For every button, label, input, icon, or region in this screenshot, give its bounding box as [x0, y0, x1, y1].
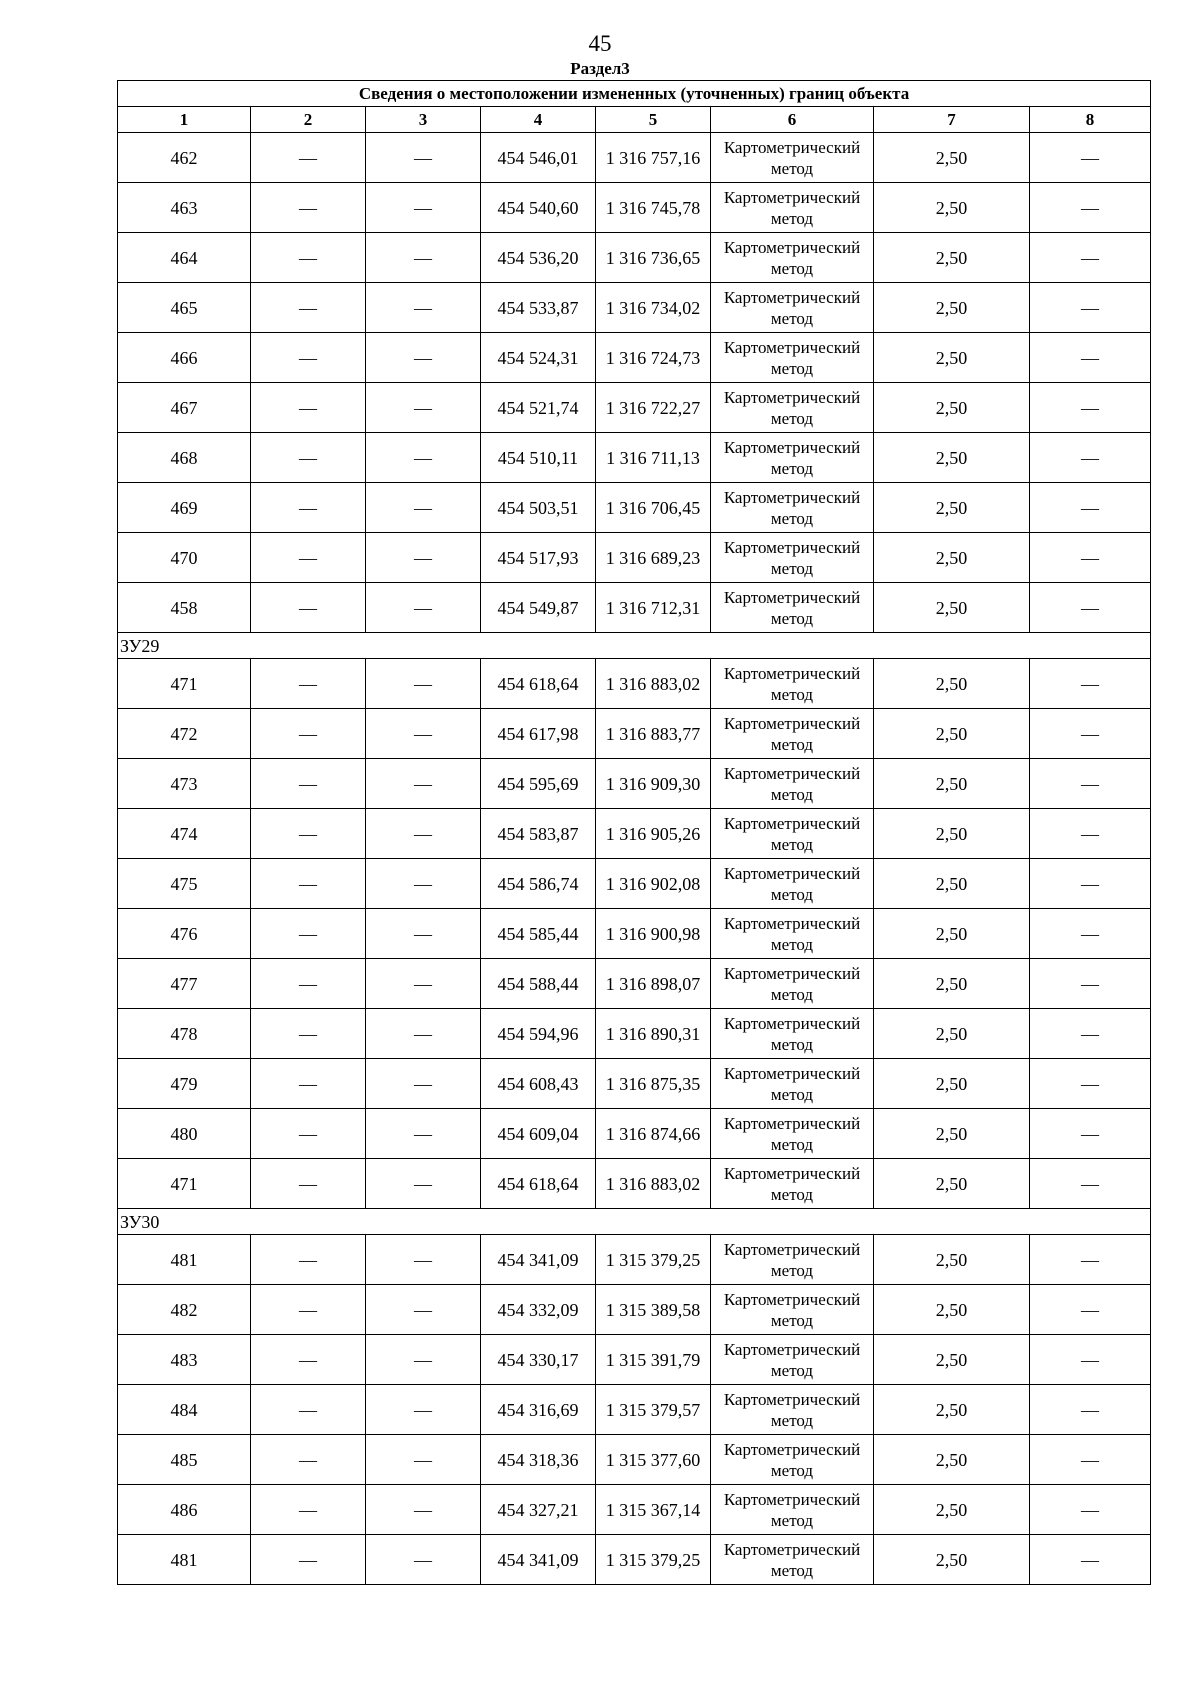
table-row	[118, 1235, 1151, 1285]
table-cell: —	[366, 533, 481, 583]
column-number: 1	[118, 107, 251, 133]
table-cell: Картометрический метод	[711, 759, 874, 809]
table-cell: 1 315 379,25	[596, 1535, 711, 1585]
table-cell: 481	[118, 1235, 251, 1285]
table-cell: —	[1030, 333, 1151, 383]
table-cell: 482	[118, 1285, 251, 1335]
table-cell: 469	[118, 483, 251, 533]
table-cell: Картометрический метод	[711, 1159, 874, 1209]
table-cell: —	[366, 709, 481, 759]
table-cell: —	[1030, 959, 1151, 1009]
table-cell: Картометрический метод	[711, 959, 874, 1009]
table-row	[118, 1009, 1151, 1059]
table-cell: 2,50	[874, 1235, 1030, 1285]
group-label: ЗУ30	[118, 1209, 1151, 1235]
table-cell: —	[251, 1109, 366, 1159]
table-cell: Картометрический метод	[711, 283, 874, 333]
table-cell: —	[251, 383, 366, 433]
table-row	[118, 233, 1151, 283]
table-cell: 454 618,64	[481, 659, 596, 709]
table-cell: —	[1030, 759, 1151, 809]
table-cell: 454 588,44	[481, 959, 596, 1009]
table-row	[118, 533, 1151, 583]
table-cell: 454 341,09	[481, 1535, 596, 1585]
table-cell: 2,50	[874, 859, 1030, 909]
table-cell: —	[251, 483, 366, 533]
table-row	[118, 859, 1151, 909]
table-cell: 454 316,69	[481, 1385, 596, 1435]
table-cell: 2,50	[874, 1285, 1030, 1335]
table-cell: 454 318,36	[481, 1435, 596, 1485]
table-cell: —	[366, 1109, 481, 1159]
group-row	[118, 633, 1151, 659]
table-cell: 2,50	[874, 959, 1030, 1009]
table-cell: —	[251, 433, 366, 483]
table-cell: —	[251, 809, 366, 859]
table-cell: —	[251, 1059, 366, 1109]
table-cell: —	[366, 183, 481, 233]
table-cell: —	[366, 859, 481, 909]
table-cell: —	[1030, 1159, 1151, 1209]
column-number: 7	[874, 107, 1030, 133]
table-cell: 465	[118, 283, 251, 333]
table-cell: —	[1030, 133, 1151, 183]
table-cell: —	[366, 483, 481, 533]
table-row	[118, 1109, 1151, 1159]
table-cell: 472	[118, 709, 251, 759]
table-row	[118, 959, 1151, 1009]
table-cell: —	[251, 1385, 366, 1435]
group-row	[118, 1209, 1151, 1235]
table-cell: 1 315 389,58	[596, 1285, 711, 1335]
table-cell: 454 524,31	[481, 333, 596, 383]
table-cell: —	[366, 1059, 481, 1109]
table-cell: 2,50	[874, 283, 1030, 333]
table-cell: Картометрический метод	[711, 533, 874, 583]
table-cell: —	[1030, 1385, 1151, 1435]
table-cell: 1 316 712,31	[596, 583, 711, 633]
table-cell: —	[366, 909, 481, 959]
table-cell: 484	[118, 1385, 251, 1435]
table-cell: 454 583,87	[481, 809, 596, 859]
table-cell: 2,50	[874, 1535, 1030, 1585]
table-row	[118, 1535, 1151, 1585]
column-number: 5	[596, 107, 711, 133]
table-cell: Картометрический метод	[711, 709, 874, 759]
table-cell: 454 585,44	[481, 909, 596, 959]
table-cell: 1 316 890,31	[596, 1009, 711, 1059]
table-cell: 1 315 377,60	[596, 1435, 711, 1485]
table-cell: 2,50	[874, 1109, 1030, 1159]
table-cell: —	[1030, 1059, 1151, 1109]
table-cell: —	[366, 433, 481, 483]
table-cell: 2,50	[874, 1485, 1030, 1535]
table-cell: 1 316 902,08	[596, 859, 711, 909]
table-cell: —	[251, 909, 366, 959]
table-cell: 1 316 883,02	[596, 659, 711, 709]
table-row	[118, 433, 1151, 483]
table-cell: 458	[118, 583, 251, 633]
table-cell: Картометрический метод	[711, 1335, 874, 1385]
table-cell: 2,50	[874, 433, 1030, 483]
table-cell: 454 594,96	[481, 1009, 596, 1059]
table-cell: Картометрический метод	[711, 859, 874, 909]
table-cell: 480	[118, 1109, 251, 1159]
table-cell: —	[251, 1335, 366, 1385]
table-cell: 479	[118, 1059, 251, 1109]
table-cell: —	[366, 809, 481, 859]
table-cell: 2,50	[874, 383, 1030, 433]
table-cell: 2,50	[874, 759, 1030, 809]
table-cell: Картометрический метод	[711, 659, 874, 709]
table-cell: —	[251, 133, 366, 183]
table-row	[118, 1285, 1151, 1335]
table-cell: Картометрический метод	[711, 233, 874, 283]
table-cell: —	[251, 1285, 366, 1335]
table-cell: 462	[118, 133, 251, 183]
column-number: 4	[481, 107, 596, 133]
table-cell: —	[1030, 283, 1151, 333]
table-cell: 1 316 722,27	[596, 383, 711, 433]
table-cell: Картометрический метод	[711, 333, 874, 383]
table-cell: —	[1030, 583, 1151, 633]
table-cell: Картометрический метод	[711, 909, 874, 959]
table-cell: —	[1030, 809, 1151, 859]
table-cell: —	[251, 759, 366, 809]
table-cell: —	[366, 1385, 481, 1435]
table-cell: —	[366, 959, 481, 1009]
table-cell: Картометрический метод	[711, 483, 874, 533]
table-cell: 474	[118, 809, 251, 859]
table-cell: 1 316 900,98	[596, 909, 711, 959]
table-cell: —	[366, 1485, 481, 1535]
table-cell: —	[1030, 659, 1151, 709]
table-cell: —	[1030, 233, 1151, 283]
table-cell: 486	[118, 1485, 251, 1535]
table-cell: —	[1030, 909, 1151, 959]
table-cell: —	[1030, 1009, 1151, 1059]
table-cell: —	[1030, 183, 1151, 233]
table-cell: 464	[118, 233, 251, 283]
table-cell: —	[1030, 1435, 1151, 1485]
table-cell: —	[366, 1535, 481, 1585]
table-cell: 454 595,69	[481, 759, 596, 809]
table-cell: Картометрический метод	[711, 1435, 874, 1485]
table-cell: —	[251, 583, 366, 633]
group-label: ЗУ29	[118, 633, 1151, 659]
table-cell: —	[1030, 1485, 1151, 1535]
table-row	[118, 1485, 1151, 1535]
column-number: 2	[251, 107, 366, 133]
table-cell: 1 316 874,66	[596, 1109, 711, 1159]
table-cell: 1 316 875,35	[596, 1059, 711, 1109]
table-cell: —	[251, 709, 366, 759]
table-cell: 1 315 379,25	[596, 1235, 711, 1285]
table-cell: 2,50	[874, 533, 1030, 583]
table-cell: Картометрический метод	[711, 1385, 874, 1435]
table-cell: 2,50	[874, 333, 1030, 383]
table-cell: —	[366, 1285, 481, 1335]
table-cell: —	[1030, 1109, 1151, 1159]
table-cell: 1 316 736,65	[596, 233, 711, 283]
table-cell: 2,50	[874, 909, 1030, 959]
table-cell: —	[1030, 859, 1151, 909]
table-row	[118, 583, 1151, 633]
table-cell: 454 617,98	[481, 709, 596, 759]
table-cell: 1 315 367,14	[596, 1485, 711, 1535]
table-cell: 454 533,87	[481, 283, 596, 333]
table-cell: —	[251, 233, 366, 283]
table-cell: —	[251, 1159, 366, 1209]
table-cell: 454 540,60	[481, 183, 596, 233]
table-cell: 463	[118, 183, 251, 233]
table-cell: Картометрический метод	[711, 1109, 874, 1159]
table-cell: 454 327,21	[481, 1485, 596, 1535]
table-cell: 2,50	[874, 1335, 1030, 1385]
table-cell: 454 517,93	[481, 533, 596, 583]
table-cell: 466	[118, 333, 251, 383]
table-cell: 2,50	[874, 483, 1030, 533]
table-cell: 467	[118, 383, 251, 433]
table-cell: —	[251, 859, 366, 909]
table-cell: 454 586,74	[481, 859, 596, 909]
table-cell: 1 315 379,57	[596, 1385, 711, 1435]
table-cell: 2,50	[874, 1009, 1030, 1059]
table-cell: 454 536,20	[481, 233, 596, 283]
table-cell: 1 316 905,26	[596, 809, 711, 859]
table-row	[118, 709, 1151, 759]
table-cell: —	[366, 333, 481, 383]
table-cell: 471	[118, 1159, 251, 1209]
table-cell: 475	[118, 859, 251, 909]
table-cell: Картометрический метод	[711, 1285, 874, 1335]
table-cell: Картометрический метод	[711, 1059, 874, 1109]
table-cell: 1 316 745,78	[596, 183, 711, 233]
table-cell: —	[366, 1159, 481, 1209]
table-cell: 1 316 734,02	[596, 283, 711, 333]
table-row	[118, 909, 1151, 959]
table-caption: Сведения о местоположении измененных (уточненных) границ объекта	[118, 81, 1151, 107]
table-cell: 476	[118, 909, 251, 959]
table-cell: —	[366, 759, 481, 809]
table-cell: Картометрический метод	[711, 383, 874, 433]
table-cell: 2,50	[874, 1435, 1030, 1485]
table-cell: 2,50	[874, 809, 1030, 859]
table-row	[118, 759, 1151, 809]
table-cell: 454 503,51	[481, 483, 596, 533]
table-cell: —	[366, 1009, 481, 1059]
table-cell: —	[366, 283, 481, 333]
table-cell: —	[1030, 433, 1151, 483]
table-cell: 454 330,17	[481, 1335, 596, 1385]
table-cell: —	[1030, 533, 1151, 583]
table-cell: 454 546,01	[481, 133, 596, 183]
column-number: 8	[1030, 107, 1151, 133]
table-cell: 1 316 724,73	[596, 333, 711, 383]
table-cell: —	[366, 133, 481, 183]
table-cell: —	[366, 1435, 481, 1485]
column-number-row	[118, 107, 1151, 133]
table-row	[118, 1159, 1151, 1209]
table-cell: 1 316 898,07	[596, 959, 711, 1009]
table-cell: 2,50	[874, 659, 1030, 709]
table-row	[118, 659, 1151, 709]
table-cell: 477	[118, 959, 251, 1009]
table-cell: —	[366, 583, 481, 633]
table-caption-row	[118, 81, 1151, 107]
table-cell: —	[251, 183, 366, 233]
table-cell: —	[1030, 383, 1151, 433]
table-cell: —	[251, 283, 366, 333]
table-cell: 1 316 689,23	[596, 533, 711, 583]
table-cell: —	[1030, 1235, 1151, 1285]
table-row	[118, 1059, 1151, 1109]
column-number: 6	[711, 107, 874, 133]
table-cell: 2,50	[874, 709, 1030, 759]
table-row	[118, 383, 1151, 433]
table-cell: —	[251, 659, 366, 709]
table-cell: —	[366, 1235, 481, 1285]
table-cell: Картометрический метод	[711, 1009, 874, 1059]
table-row	[118, 1435, 1151, 1485]
table-cell: 454 341,09	[481, 1235, 596, 1285]
table-cell: 481	[118, 1535, 251, 1585]
coordinates-table	[117, 80, 1151, 1585]
table-cell: Картометрический метод	[711, 809, 874, 859]
table-cell: Картометрический метод	[711, 1235, 874, 1285]
table-cell: 2,50	[874, 583, 1030, 633]
table-cell: —	[1030, 1335, 1151, 1385]
table-cell: 454 332,09	[481, 1285, 596, 1335]
table-cell: 483	[118, 1335, 251, 1385]
table-cell: 473	[118, 759, 251, 809]
page-number: 45	[588, 31, 612, 56]
table-cell: 454 609,04	[481, 1109, 596, 1159]
table-cell: —	[1030, 709, 1151, 759]
table-row	[118, 1335, 1151, 1385]
table-cell: —	[366, 659, 481, 709]
table-cell: 470	[118, 533, 251, 583]
table-cell: 454 549,87	[481, 583, 596, 633]
table-cell: —	[251, 1235, 366, 1285]
table-cell: 485	[118, 1435, 251, 1485]
table-row	[118, 183, 1151, 233]
table-cell: —	[251, 1435, 366, 1485]
table-cell: 468	[118, 433, 251, 483]
table-cell: Картометрический метод	[711, 133, 874, 183]
table-cell: 471	[118, 659, 251, 709]
table-cell: —	[1030, 483, 1151, 533]
table-cell: 454 510,11	[481, 433, 596, 483]
table-cell: —	[366, 233, 481, 283]
table-cell: —	[366, 1335, 481, 1385]
table-cell: —	[251, 533, 366, 583]
table-row	[118, 483, 1151, 533]
table-cell: —	[251, 333, 366, 383]
table-cell: Картометрический метод	[711, 433, 874, 483]
table-cell: Картометрический метод	[711, 1485, 874, 1535]
table-cell: —	[251, 1009, 366, 1059]
table-cell: 1 315 391,79	[596, 1335, 711, 1385]
table-cell: —	[251, 1485, 366, 1535]
table-cell: 1 316 706,45	[596, 483, 711, 533]
table-cell: 1 316 711,13	[596, 433, 711, 483]
table-cell: —	[1030, 1535, 1151, 1585]
table-row	[118, 809, 1151, 859]
table-row	[118, 283, 1151, 333]
table-cell: Картометрический метод	[711, 1535, 874, 1585]
table-cell: 454 521,74	[481, 383, 596, 433]
table-cell: 2,50	[874, 1059, 1030, 1109]
table-cell: 1 316 883,02	[596, 1159, 711, 1209]
table-row	[118, 1385, 1151, 1435]
table-cell: 2,50	[874, 133, 1030, 183]
table-cell: —	[251, 1535, 366, 1585]
column-number: 3	[366, 107, 481, 133]
table-cell: 454 618,64	[481, 1159, 596, 1209]
table-cell: —	[251, 959, 366, 1009]
table-cell: 2,50	[874, 1385, 1030, 1435]
table-cell: 2,50	[874, 183, 1030, 233]
table-cell: —	[1030, 1285, 1151, 1335]
table-cell: Картометрический метод	[711, 183, 874, 233]
table-cell: 1 316 909,30	[596, 759, 711, 809]
table-row	[118, 133, 1151, 183]
table-cell: 2,50	[874, 1159, 1030, 1209]
table-cell: 1 316 883,77	[596, 709, 711, 759]
section-title: Раздел3	[570, 59, 630, 78]
table-cell: Картометрический метод	[711, 583, 874, 633]
table-cell: 454 608,43	[481, 1059, 596, 1109]
table-cell: 1 316 757,16	[596, 133, 711, 183]
table-cell: —	[366, 383, 481, 433]
table-cell: 2,50	[874, 233, 1030, 283]
table-cell: 478	[118, 1009, 251, 1059]
table-row	[118, 333, 1151, 383]
